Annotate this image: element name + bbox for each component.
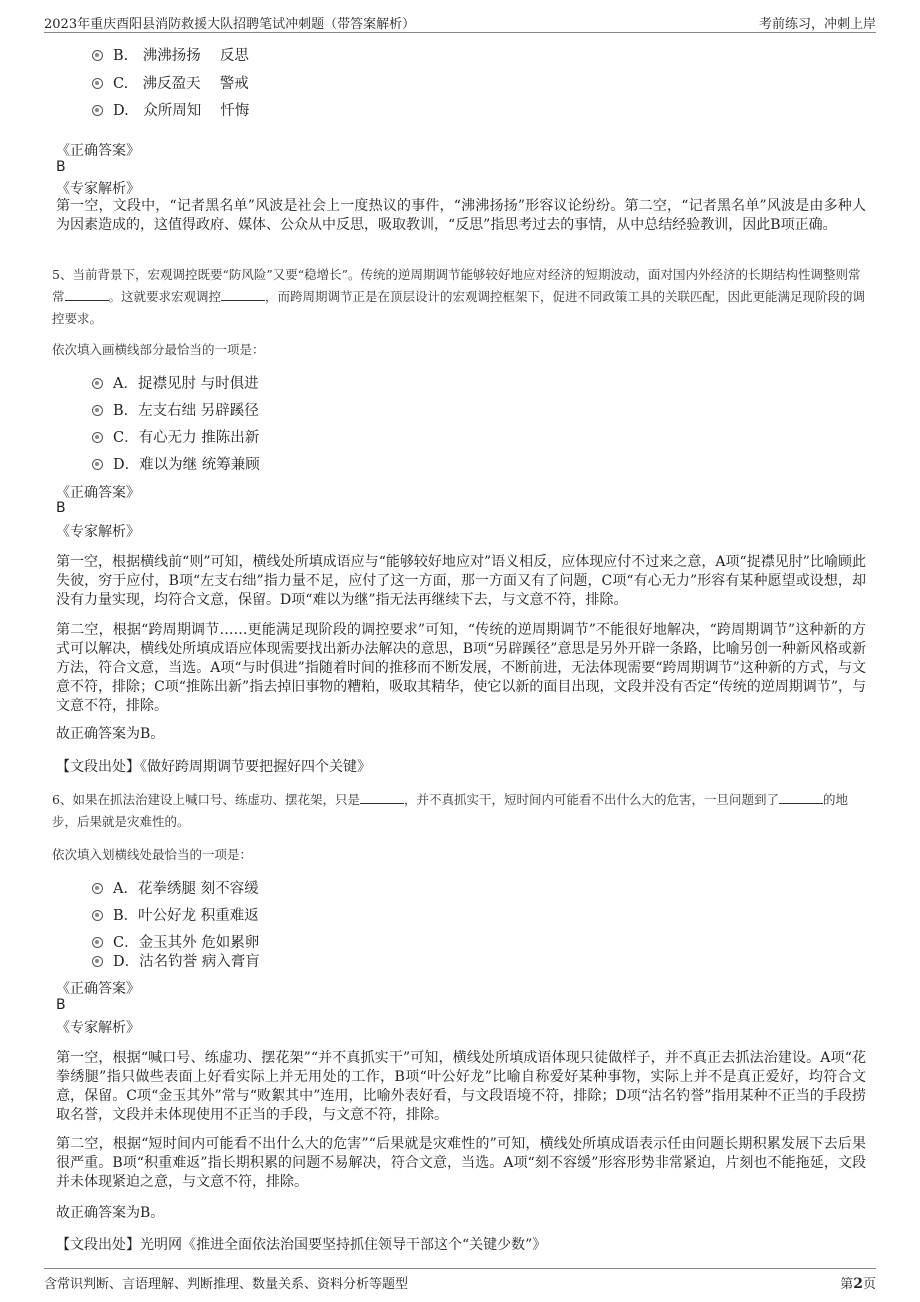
radio-icon[interactable] [92,883,103,894]
answer-blank [360,791,404,804]
q5-option-b[interactable] [92,399,259,420]
option-label: C．有心无力 推陈出新 [113,430,260,446]
radio-icon[interactable] [92,910,103,921]
radio-icon[interactable] [92,459,103,470]
q6-conclusion: 故正确答案为B。 [56,1205,165,1221]
q6-instruction: 依次填入划横线处最恰当的一项是： [52,847,253,862]
option-label: D. 众所周知 忏悔 [113,103,250,119]
q5-option-d[interactable] [92,453,260,474]
q4-answer-label: 《正确答案》 [56,143,140,159]
q6-analysis-p2: 第二空，根据“短时间内可能看不出什么大的危害”“后果就是灾难性的”可知，横线处所填成语表示任由问题长期积累发展下去后果很严重。B项“积重难返”指长期积累的问题不易解决，符合文意，当选。A项“刻不容缓”形容形势非常紧迫，片刻也不能拖延，文段并未体现紧迫之意，与文意不符，排除。 [56,1136,866,1190]
option-label: C. 沸反盈天 警戒 [113,76,249,92]
radio-icon[interactable] [92,50,103,61]
option-label: A．花拳绣腿 刻不容缓 [113,881,259,897]
option-label: D．沽名钓誉 病入膏肓 [113,954,260,970]
radio-icon[interactable] [92,956,103,967]
page-footer [44,1268,876,1293]
q5-analysis-label: 《专家解析》 [56,524,140,540]
q5-analysis-p1: 第一空，根据横线前“则”可知，横线处所填成语应与“能够较好地应对”语义相反，应体现应付不过来之意，A项“捉襟见肘”比喻顾此失彼，穷于应付，B项“左支右绌”指力量不足，应付了这一方面，那一方面又有了问题，C项“有心无力”形容有某种愿望或设想，却没有力量实现，均符合文意，保留。D项“难以为继”指无法再继续下去，与文意不符，排除。 [56,554,866,608]
radio-icon[interactable] [92,405,103,416]
option-label: B．左支右绌 另辟蹊径 [113,403,259,419]
q5-option-c[interactable] [92,426,259,447]
radio-icon[interactable] [92,105,103,116]
q5-stem: 5、当前背景下，宏观调控既要“防风险”又要“稳增长”。传统的逆周期调节能够较好地应对经济的短期波动，面对国内外经济的长期结构性调整则常常 。这就要求宏观调控 ，而跨周期调节正是在顶层设计的宏观调控框架下，促进不同政策工具的关联匹配，因此更能满足现阶段的调控要求。 [52,267,866,326]
option-label: A．捉襟见肘 与时俱进 [113,376,259,392]
q6-option-a[interactable] [92,877,259,898]
radio-icon[interactable] [92,937,103,948]
q5-answer: B [56,500,66,516]
option-label: D．难以为继 统筹兼顾 [113,457,260,473]
q6-analysis-label: 《专家解析》 [56,1020,140,1036]
radio-icon[interactable] [92,432,103,443]
radio-icon[interactable] [92,378,103,389]
q6-option-d[interactable] [92,950,260,971]
page-header [44,10,876,33]
header-slogan: 考前练习，冲刺上岸 [758,17,876,32]
q5-analysis-p2: 第二空，根据“跨周期调节……更能满足现阶段的调控要求”可知，“传统的逆周期调节”不能很好地解决，“跨周期调节”这种新的方式可以解决，横线处所填成语应体现需要找出新办法解决的意思，B项“另辟蹊径”意思是另外开辟一条路，比喻另创一种新风格或新方法，符合文意，当选。A项“与时俱进”指随着时间的推移而不断发展，不断前进，无法体现需要“跨周期调节”这种新的方式，与文意不符，排除；C项“推陈出新”指去掉旧事物的糟粕，吸取其精华，使它以新的面目出现，文段并没有否定“传统的逆周期调节”，与文意不符，排除。 [56,622,866,714]
q4-analysis-label: 《专家解析》 [56,181,140,197]
answer-blank [65,288,109,301]
option-label: B．叶公好龙 积重难返 [113,908,259,924]
q6-option-b[interactable] [92,904,259,925]
q6-answer: B [56,997,66,1013]
radio-icon[interactable] [92,78,103,89]
q4-option-b[interactable] [92,44,249,65]
q6-source: 【文段出处】光明网《推进全面依法治国要坚持抓住领导干部这个“关键少数”》 [56,1237,547,1253]
q4-option-d[interactable] [92,99,249,120]
footer-topics: 含常识判断、言语理解、判断推理、数量关系、资料分析等题型 [44,1277,409,1292]
q6-analysis-p1: 第一空，根据“喊口号、练虚功、摆花架”“并不真抓实干”可知，横线处所填成语体现只徒做样子，并不真正去抓法治建设。A项“花拳绣腿”指只做些表面上好看实际上并无用处的工作，B项“叶公好龙”比喻自称爱好某种事物，实际上并不是真正爱好，均符合文意，保留。C项“金玉其外”常与“败絮其中”连用，比喻外表好看，与文段语境不符，排除；D项“沽名钓誉”指用某种不正当的手段捞取名誉，文段并未体现使用不正当的手段，与文意不符，排除。 [56,1050,866,1123]
q5-answer-label: 《正确答案》 [56,485,140,501]
answer-blank [779,791,823,804]
q4-analysis: 第一空，文段中，“记者黑名单”风波是社会上一度热议的事件，“沸沸扬扬”形容议论纷纷。第二空，“记者黑名单”风波是由多种人为因素造成的，这值得政府、媒体、公众从中反思，吸取教训，“反思”指思考过去的事情，从中总结经验教训，因此B项正确。 [56,198,866,233]
q5-option-a[interactable] [92,372,259,393]
q4-option-c[interactable] [92,72,249,93]
q6-answer-label: 《正确答案》 [56,981,140,997]
q6-option-c[interactable] [92,931,259,952]
document-title: 2023年重庆酉阳县消防救援大队招聘笔试冲刺题（带答案解析） [44,17,416,32]
answer-blank [221,288,265,301]
option-label: C．金玉其外 危如累卵 [113,935,260,951]
q4-answer: B [56,159,66,175]
page-number: 第2页 [840,1276,876,1292]
q6-stem: 6、如果在抓法治建设上喊口号、练虚功、摆花架，只是 ，并不真抓实干，短时间内可能看不出什么大的危害，一旦问题到了 的地步，后果就是灾难性的。 [52,792,848,829]
q5-instruction: 依次填入画横线部分最恰当的一项是： [52,342,265,357]
option-label: B. 沸沸扬扬 反思 [113,48,249,64]
q5-source: 【文段出处】《做好跨周期调节要把握好四个关键》 [56,759,371,775]
q5-conclusion: 故正确答案为B。 [56,726,165,742]
